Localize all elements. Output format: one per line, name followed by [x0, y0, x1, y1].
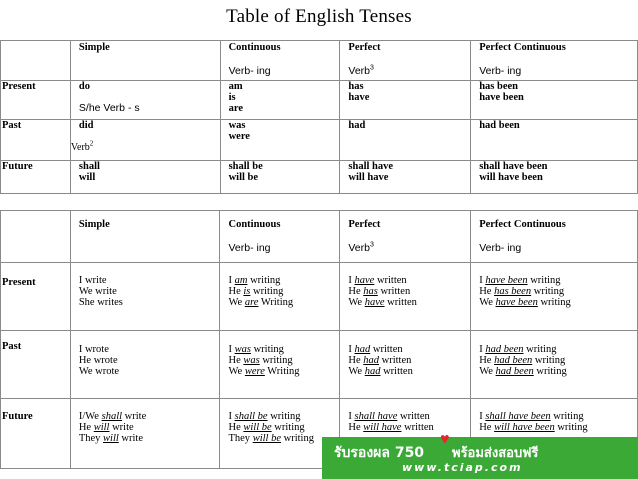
table-header-row: [1, 41, 638, 81]
row-label-past: Past: [1, 331, 71, 399]
cell-continuous: am is are: [220, 81, 340, 120]
cell-perfect-continuous: [471, 331, 638, 399]
cell-simple: do S/he Verb - s: [70, 81, 220, 120]
subheader-formula: Verb- ing: [479, 65, 522, 77]
example-sentence: I have written: [348, 275, 407, 286]
cell-perfect-continuous: shall have been will have been: [471, 161, 638, 194]
example-sentence: He will be writing: [228, 422, 305, 433]
row-label-present: Present: [1, 81, 71, 120]
example-sentence: They will write: [78, 433, 143, 444]
example-sentence: I am writing: [228, 275, 281, 286]
cell-perfect-continuous: [471, 263, 638, 331]
row-label-present: Present: [1, 263, 71, 331]
cell-simple: [70, 331, 220, 399]
col-header-perfect-continuous: [471, 41, 638, 81]
col-header-continuous: [220, 41, 340, 81]
header-label: Simple: [78, 219, 110, 230]
example-sentence: I shall be writing: [228, 411, 301, 422]
row-label-past: Past: [1, 120, 71, 161]
cell-continuous: [220, 331, 340, 399]
example-sentence: We were Writing: [228, 366, 300, 377]
example-sentence: He is writing: [228, 286, 284, 297]
banner-score-text: รับรองผล 750: [334, 445, 425, 461]
example-sentence: I had written: [348, 344, 403, 355]
example-sentences-table: [0, 210, 638, 469]
promo-banner[interactable]: [322, 431, 638, 479]
heart-icon: ♥: [440, 431, 450, 448]
col-header-perfect: [340, 41, 471, 81]
col-header-simple: [70, 41, 220, 81]
corner-cell: [1, 41, 71, 81]
row-label-future: Future: [1, 161, 71, 194]
subheader-formula: Verb$^3$: [348, 241, 374, 254]
table-row: [1, 331, 638, 399]
header-label: Continuous: [228, 42, 281, 53]
table-row: [1, 161, 638, 194]
example-sentence: I/We shall write: [78, 411, 147, 422]
verb-forms-table: [0, 40, 638, 194]
example-sentence: We wrote: [78, 366, 120, 377]
cell-simple: shall will: [70, 161, 220, 194]
cell-continuous: [220, 263, 340, 331]
example-sentence: They will be writing: [228, 433, 314, 444]
cell-perfect: [340, 331, 471, 399]
cell-simple: [70, 399, 220, 469]
example-sentence: I have been writing: [479, 275, 561, 286]
table-row: [1, 81, 638, 120]
cell-continuous: shall be will be: [220, 161, 340, 194]
example-sentence: She writes: [78, 297, 123, 308]
cell-perfect: has have: [340, 81, 471, 120]
header-label: Perfect: [348, 42, 381, 53]
example-sentence: He has been writing: [479, 286, 565, 297]
example-sentence: We had been writing: [479, 366, 567, 377]
col-header-perfect-continuous: [471, 211, 638, 263]
example-sentence: He was writing: [228, 355, 293, 366]
table-row: [1, 263, 638, 331]
example-sentence: He has written: [348, 286, 411, 297]
example-sentence: He will write: [78, 422, 134, 433]
example-sentence: I wrote: [78, 344, 109, 355]
subheader-formula: Verb- ing: [479, 242, 522, 254]
example-sentence: We write: [78, 286, 117, 297]
example-sentence: I was writing: [228, 344, 284, 355]
example-sentence: He wrote: [78, 355, 118, 366]
example-sentence: We had written: [348, 366, 413, 377]
subheader-formula: Verb- ing: [228, 65, 271, 77]
example-sentence: He will have been writing: [479, 422, 588, 433]
cell-simple: [70, 263, 220, 331]
example-sentence: We have been writing: [479, 297, 571, 308]
example-sentence: I shall have been writing: [479, 411, 584, 422]
cell-perfect-continuous: has been have been: [471, 81, 638, 120]
row-label-future: Future: [1, 399, 71, 469]
header-label: Perfect Continuous: [479, 42, 566, 53]
example-sentence: We have written: [348, 297, 417, 308]
col-header-continuous: [220, 211, 340, 263]
cell-simple: did Verb$^2$: [70, 120, 220, 161]
table-row: [1, 120, 638, 161]
cell-continuous: was were: [220, 120, 340, 161]
banner-url[interactable]: www.tciap.com: [402, 461, 523, 474]
header-label: Simple: [78, 42, 110, 53]
example-sentence: We are Writing: [228, 297, 294, 308]
header-label: Perfect Continuous: [479, 219, 566, 230]
subheader-formula: Verb- ing: [228, 242, 271, 254]
header-label: Perfect: [348, 219, 381, 230]
subheader-formula: Verb$^3$: [348, 64, 374, 77]
example-sentence: I write: [78, 275, 107, 286]
example-sentence: He had written: [348, 355, 412, 366]
cell-perfect-continuous: had been: [471, 120, 638, 161]
table-header-row: [1, 211, 638, 263]
col-header-perfect: [340, 211, 471, 263]
corner-cell: [1, 211, 71, 263]
example-sentence: I shall have written: [348, 411, 430, 422]
banner-offer-text: พร้อมส่งสอบฟรี: [452, 446, 539, 461]
col-header-simple: [70, 211, 220, 263]
cell-perfect: had: [340, 120, 471, 161]
example-sentence: He will have written: [348, 422, 434, 433]
header-label: Continuous: [228, 219, 281, 230]
cell-perfect: shall have will have: [340, 161, 471, 194]
page-title: Table of English Tenses: [226, 6, 412, 27]
example-sentence: He had been writing: [479, 355, 566, 366]
example-sentence: I had been writing: [479, 344, 557, 355]
cell-perfect: [340, 263, 471, 331]
